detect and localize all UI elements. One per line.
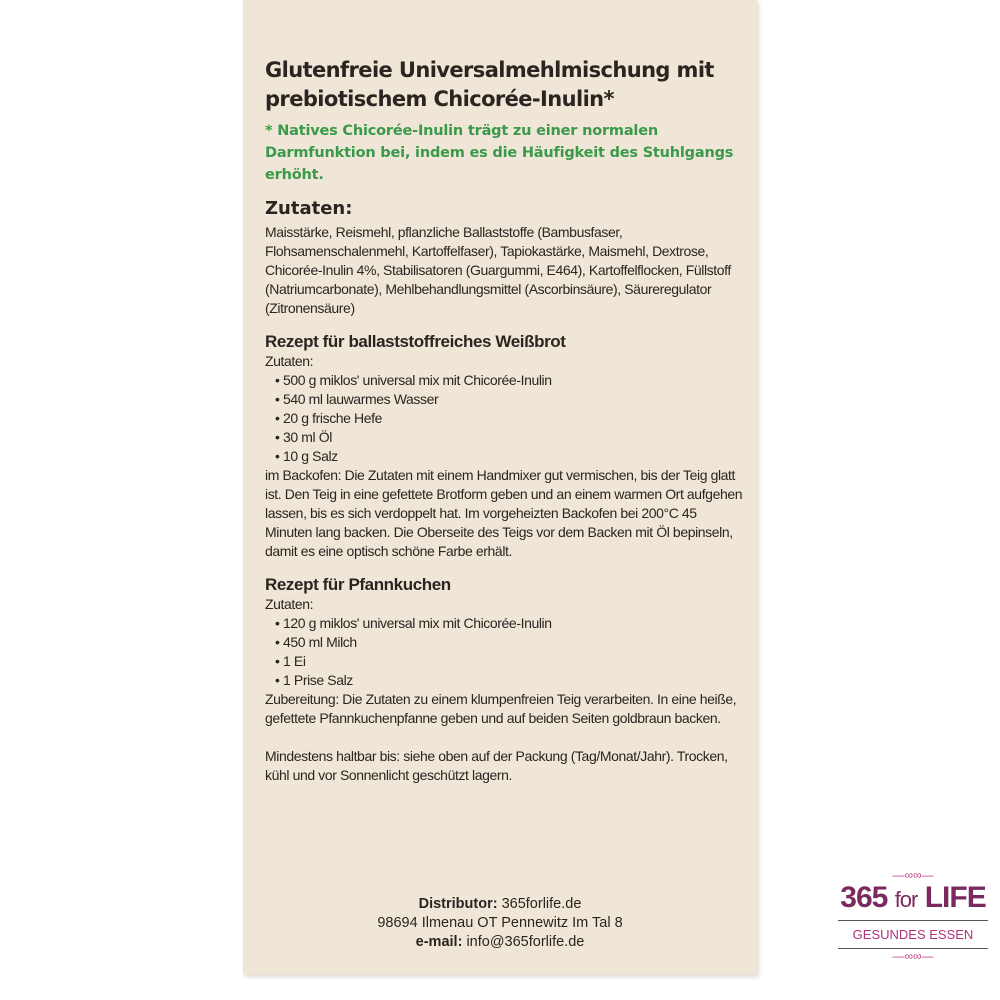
- logo-life: LIFE: [924, 881, 986, 914]
- logo-for: for: [894, 887, 918, 912]
- ornament-icon: —∞∞—: [892, 949, 934, 963]
- recipe-pancake-text: Zubereitung: Die Zutaten zu einem klumpenfreien Teig verarbeiten. In eine heiße, gefettete Pfannkuchenpfanne geben und auf beiden Seiten goldbraun backen.: [265, 691, 737, 726]
- distributor-value: 365forlife.de: [501, 896, 582, 912]
- recipe-bread-list: [265, 371, 745, 466]
- email-label: e-mail:: [415, 934, 463, 950]
- list-item: • 120 g miklos' universal mix mit Chicorée-Inulin: [275, 614, 745, 633]
- product-title: Glutenfreie Universalmehlmischung mit prebiotischem Chicorée-Inulin*: [265, 58, 714, 111]
- recipe-bread-text: im Backofen: Die Zutaten mit einem Handmixer gut vermischen, bis der Teig glatt ist. Den Teig in eine gefettete Brotform geben und an einem warmen Ort aufgehen lassen, bis es sich verdoppelt hat. Im vorgeheizten Backofen bei 200°C 45 Minuten lang backen. Die Oberseite des Teigs vor dem Backen mit Öl bepinseln, damit es eine optisch schöne Farbe erhält.: [265, 467, 743, 559]
- distributor-label: Distributor:: [418, 896, 498, 912]
- distributor-block: [243, 895, 757, 952]
- email-value: info@365forlife.de: [466, 934, 585, 950]
- ingredients-heading: Zutaten:: [265, 198, 353, 219]
- recipe-bread-title: Rezept für ballaststoffreiches Weißbrot: [265, 332, 566, 351]
- logo-tagline: GESUNDES ESSEN: [838, 920, 988, 949]
- list-item: • 1 Prise Salz: [275, 671, 745, 690]
- recipe-bread-label: Zutaten:: [265, 353, 314, 369]
- logo-number: 365: [840, 881, 888, 914]
- recipe-pancake-title: Rezept für Pfannkuchen: [265, 575, 451, 594]
- list-item: • 540 ml lauwarmes Wasser: [275, 390, 745, 409]
- recipe-pancake-label: Zutaten:: [265, 596, 314, 612]
- storage-text: Mindestens haltbar bis: siehe oben auf der Packung (Tag/Monat/Jahr). Trocken, kühl und vor Sonnenlicht geschützt lagern.: [265, 748, 728, 783]
- list-item: • 500 g miklos' universal mix mit Chicorée-Inulin: [275, 371, 745, 390]
- list-item: • 20 g frische Hefe: [275, 409, 745, 428]
- ornament-icon: —∞∞—: [892, 868, 934, 882]
- list-item: • 10 g Salz: [275, 447, 745, 466]
- list-item: • 450 ml Milch: [275, 633, 745, 652]
- list-item: • 30 ml Öl: [275, 428, 745, 447]
- brand-logo: [838, 868, 988, 963]
- list-item: • 1 Ei: [275, 652, 745, 671]
- health-claim-note: * Natives Chicorée-Inulin trägt zu einer normalen Darmfunktion bei, indem es die Häufigkeit des Stuhlgangs erhöht.: [265, 123, 734, 183]
- product-label-panel: [243, 0, 757, 975]
- recipe-pancake-list: [265, 614, 745, 690]
- distributor-address: 98694 Ilmenau OT Pennewitz Im Tal 8: [377, 915, 623, 931]
- ingredients-text: Maisstärke, Reismehl, pflanzliche Ballaststoffe (Bambusfaser, Flohsamenschalenmehl, Kartoffelfaser), Tapiokastärke, Maismehl, Dextrose, Chicorée-Inulin 4%, Stabilisatoren (Guargummi, E464), Kartoffelflocken, Füllstoff (Natriumcarbonate), Mehlbehandlungsmittel (Ascorbinsäure), Säureregulator (Zitronensäure): [265, 224, 731, 316]
